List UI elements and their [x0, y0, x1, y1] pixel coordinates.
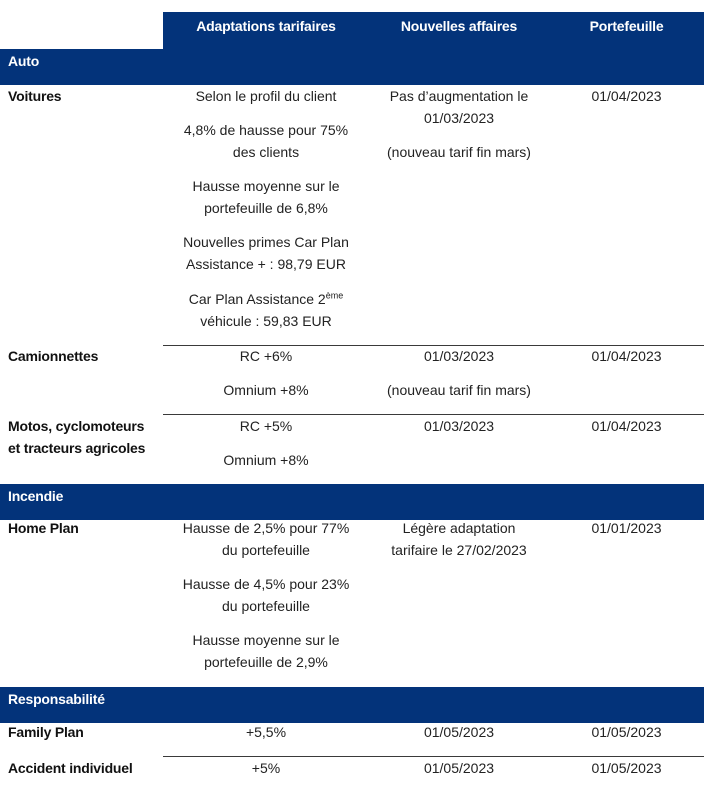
motos-portefeuille: 01/04/2023	[591, 418, 662, 434]
voitures-adapt-3b: portefeuille de 6,8%	[204, 200, 328, 216]
homeplan-adapt-1b: du portefeuille	[222, 542, 310, 558]
voitures-adapt-3a: Hausse moyenne sur le	[192, 178, 340, 194]
section-bar-responsabilite	[0, 687, 704, 723]
homeplan-portefeuille: 01/01/2023	[591, 520, 662, 536]
accident-adapt: +5%	[251, 760, 281, 776]
row-label-accident-individuel: Accident individuel	[8, 760, 133, 776]
homeplan-adapt-1a: Hausse de 2,5% pour 77%	[182, 520, 350, 536]
camionnettes-nouvelles-1: 01/03/2023	[423, 348, 495, 364]
voitures-adapt-4b: Assistance + : 98,79 EUR	[186, 256, 346, 272]
homeplan-adapt-2a: Hausse de 4,5% pour 23%	[182, 576, 350, 592]
voitures-adapt-1: Selon le profil du client	[195, 88, 337, 104]
camionnettes-nouvelles-2: (nouveau tarif fin mars)	[387, 382, 531, 398]
homeplan-adapt-3b: portefeuille de 2,9%	[204, 654, 328, 670]
voitures-adapt-4a: Nouvelles primes Car Plan	[183, 234, 349, 250]
section-incendie-label: Incendie	[8, 488, 64, 504]
familyplan-nouvelles: 01/05/2023	[423, 724, 495, 740]
row-label-motos-1: Motos, cyclomoteurs	[8, 418, 145, 434]
voitures-adapt-5a-text: Car Plan Assistance 2	[188, 291, 326, 307]
accident-nouvelles: 01/05/2023	[423, 760, 495, 776]
row-label-voitures: Voitures	[8, 88, 62, 104]
voitures-adapt-5a-sup: ème	[325, 290, 344, 301]
voitures-adapt-2a: 4,8% de hausse pour 75%	[183, 122, 349, 138]
homeplan-adapt-3a: Hausse moyenne sur le	[192, 632, 340, 648]
row-label-camionnettes: Camionnettes	[8, 348, 99, 364]
familyplan-adapt: +5,5%	[245, 724, 287, 740]
voitures-nouvelles-1b: 01/03/2023	[423, 110, 495, 126]
section-responsabilite-label: Responsabilité	[8, 691, 105, 707]
camionnettes-adapt-2: Omnium +8%	[223, 382, 309, 398]
row-label-home-plan: Home Plan	[8, 520, 79, 536]
accident-portefeuille: 01/05/2023	[591, 760, 662, 776]
section-bar-incendie	[0, 484, 704, 520]
homeplan-nouvelles-2: tarifaire le 27/02/2023	[391, 542, 527, 558]
voitures-adapt-2b: des clients	[232, 144, 300, 160]
camionnettes-portefeuille: 01/04/2023	[591, 348, 662, 364]
familyplan-portefeuille: 01/05/2023	[591, 724, 662, 740]
camionnettes-adapt-1: RC +6%	[239, 348, 293, 364]
homeplan-nouvelles-1: Légère adaptation	[402, 520, 516, 536]
voitures-portefeuille: 01/04/2023	[591, 88, 662, 104]
homeplan-adapt-2b: du portefeuille	[222, 598, 310, 614]
motos-adapt-2: Omnium +8%	[223, 452, 309, 468]
voitures-nouvelles-2: (nouveau tarif fin mars)	[387, 144, 531, 160]
section-auto-label: Auto	[8, 53, 40, 69]
header-nouvelles-affaires: Nouvelles affaires	[400, 18, 518, 34]
row-label-motos-2: et tracteurs agricoles	[8, 440, 146, 456]
motos-nouvelles: 01/03/2023	[423, 418, 495, 434]
header-portefeuille: Portefeuille	[589, 18, 664, 34]
voitures-adapt-5b: véhicule : 59,83 EUR	[200, 313, 332, 329]
header-adaptations-tarifaires: Adaptations tarifaires	[196, 18, 336, 34]
voitures-nouvelles-1a: Pas d’augmentation le	[389, 88, 529, 104]
row-label-family-plan: Family Plan	[8, 724, 84, 740]
section-bar-auto	[0, 49, 704, 85]
motos-adapt-1: RC +5%	[239, 418, 293, 434]
voitures-adapt-5a	[163, 288, 369, 310]
